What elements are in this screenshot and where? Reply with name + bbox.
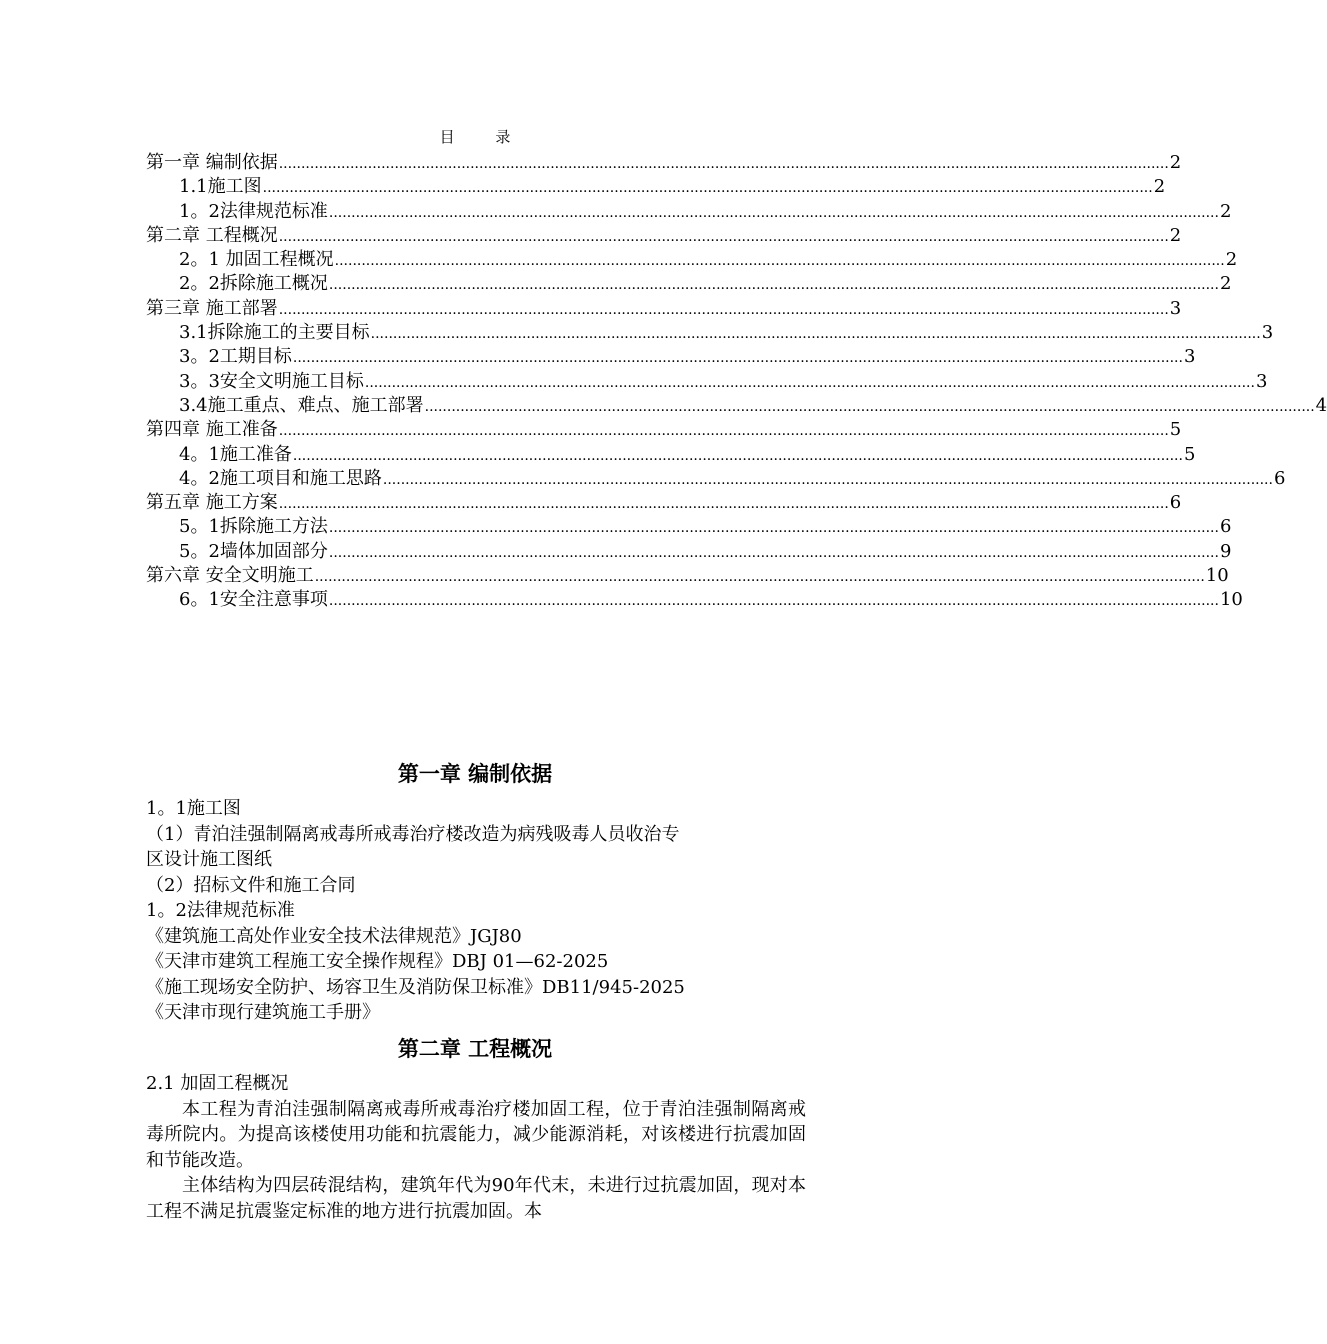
toc-entry[interactable] [146, 391, 1327, 416]
toc-leader-dots: ........................................................................................................................................................................................................ [278, 156, 1169, 172]
toc-entry-label: 3.4施工重点、难点、施工部署 [179, 394, 424, 416]
toc-leader-dots: ........................................................................................................................................................................................................ [364, 374, 1255, 391]
toc-entry-page: 5 [1169, 419, 1182, 441]
paragraph: 主体结构为四层砖混结构，建筑年代为90年代末，未进行过抗震加固，现对本工程不满足抗震鉴定标准的地方进行抗震加固。本 [146, 1175, 806, 1222]
toc-leader-dots: ........................................................................................................................................................................................................ [278, 496, 1169, 513]
body-line: 1。2法律规范标准 [146, 900, 295, 921]
body-line: 区设计施工图纸 [146, 849, 272, 870]
toc-entry[interactable] [146, 585, 1243, 611]
toc-entry-page: 5 [1183, 443, 1196, 465]
toc-leader-dots: ........................................................................................................................................................................................................ [328, 593, 1219, 610]
body-line: 1。1施工图 [146, 798, 241, 819]
toc-leader-dots: ........................................................................................................................................................................................................ [278, 228, 1169, 245]
body-line: 《建筑施工高处作业安全技术法律规范》JGJ80 [146, 925, 522, 947]
table-of-contents [146, 148, 1327, 611]
toc-entry-page: 6 [1169, 492, 1182, 514]
toc-entry-page: 3 [1169, 297, 1182, 319]
toc-entry-page: 3 [1261, 322, 1274, 344]
toc-entry-page: 4 [1315, 394, 1327, 416]
toc-entry-label: 5。1拆除施工方法 [179, 516, 328, 538]
toc-leader-dots: ........................................................................................................................................................................................................ [314, 569, 1205, 586]
chapter2-title: 第二章 工程概况 [397, 1037, 553, 1061]
toc-entry-label: 5。2墙体加固部分 [179, 540, 328, 562]
toc-entry-label: 1.1施工图 [179, 176, 262, 198]
toc-leader-dots: ........................................................................................................................................................................................................ [424, 398, 1315, 415]
toc-entry-label: 第一章 编制依据 [146, 152, 278, 173]
toc-entry[interactable] [146, 294, 1182, 319]
paragraph: 本工程为青泊洼强制隔离戒毒所戒毒治疗楼加固工程，位于青泊洼强制隔离戒毒所院内。为提高该楼使用功能和抗震能力，减少能源消耗，对该楼进行抗震加固和节能改造。 [146, 1098, 806, 1171]
toc-entry-page: 6 [1273, 467, 1286, 489]
toc-entry-page: 2 [1169, 152, 1182, 173]
toc-entry-label: 6。1安全注意事项 [179, 589, 328, 611]
toc-entry[interactable] [146, 512, 1232, 538]
body-line: 《天津市建筑工程施工安全操作规程》DBJ 01—62-2025 [146, 951, 609, 972]
toc-entry-page: 2 [1225, 249, 1238, 271]
toc-entry-page: 2 [1153, 176, 1166, 198]
chapter2-body [146, 1071, 806, 1224]
toc-entry-page: 2 [1219, 200, 1232, 222]
toc-entry-page: 2 [1169, 224, 1182, 246]
chapter1-body [146, 796, 806, 1026]
toc-entry-label: 4。2施工项目和施工思路 [179, 467, 382, 489]
toc-entry-label: 2。2拆除施工概况 [179, 273, 328, 295]
toc-entry-label: 第三章 施工部署 [146, 297, 278, 319]
body-line: 《天津市现行建筑施工手册》 [146, 1002, 380, 1023]
toc-entry-page: 3 [1183, 346, 1196, 368]
toc-entry-label: 3。2工期目标 [179, 346, 292, 368]
chapter1-title: 第一章 编制依据 [397, 762, 553, 786]
toc-entry[interactable] [146, 172, 1166, 198]
toc-entry-label: 1。2法律规范标准 [179, 200, 328, 222]
toc-entry-page: 10 [1219, 589, 1243, 611]
toc-entry[interactable] [146, 464, 1286, 489]
toc-entry-label: 第六章 安全文明施工 [146, 565, 314, 587]
toc-leader-dots: ........................................................................................................................................................................................................ [370, 326, 1261, 343]
toc-entry-page: 9 [1219, 540, 1232, 562]
toc-leader-dots: ........................................................................................................................................................................................................ [328, 204, 1219, 221]
toc-leader-dots: ........................................................................................................................................................................................................ [278, 423, 1169, 440]
toc-leader-dots: ........................................................................................................................................................................................................ [328, 520, 1219, 537]
toc-entry[interactable] [146, 561, 1229, 587]
toc-leader-dots: ........................................................................................................................................................................................................ [328, 544, 1219, 561]
section-heading: 2.1 加固工程概况 [146, 1073, 289, 1094]
toc-leader-dots: ........................................................................................................................................................................................................ [382, 471, 1273, 488]
body-line: 《施工现场安全防护、场容卫生及消防保卫标准》DB11/945-2025 [146, 976, 685, 998]
toc-entry-page: 3 [1255, 370, 1268, 392]
toc-entry-label: 第二章 工程概况 [146, 224, 278, 246]
toc-leader-dots: ........................................................................................................................................................................................................ [262, 180, 1153, 197]
toc-leader-dots: ........................................................................................................................................................................................................ [278, 301, 1169, 318]
toc-leader-dots: ........................................................................................................................................................................................................ [334, 253, 1225, 270]
toc-entry-page: 6 [1219, 516, 1232, 538]
toc-entry[interactable] [146, 197, 1232, 222]
toc-entry-page: 2 [1219, 273, 1232, 295]
toc-entry[interactable] [146, 269, 1232, 295]
body-line: （2）招标文件和施工合同 [146, 874, 356, 896]
toc-entry[interactable] [146, 415, 1182, 441]
toc-entry[interactable] [146, 440, 1196, 465]
toc-entry[interactable] [146, 367, 1268, 392]
toc-leader-dots: ........................................................................................................................................................................................................ [292, 447, 1183, 464]
toc-entry[interactable] [146, 318, 1274, 344]
toc-entry-label: 4。1施工准备 [179, 443, 292, 465]
toc-entry-label: 3.1拆除施工的主要目标 [179, 322, 370, 344]
toc-entry-label: 3。3安全文明施工目标 [179, 370, 364, 392]
toc-entry[interactable] [146, 488, 1182, 514]
toc-entry[interactable] [146, 245, 1238, 271]
toc-entry-label: 第五章 施工方案 [146, 492, 278, 514]
toc-title: 目 录 [439, 128, 529, 146]
body-line: （1）青泊洼强制隔离戒毒所戒毒治疗楼改造为病残吸毒人员收治专 [146, 823, 680, 845]
toc-entry-label: 第四章 施工准备 [146, 419, 278, 441]
toc-leader-dots: ........................................................................................................................................................................................................ [328, 277, 1219, 294]
toc-entry[interactable] [146, 148, 1182, 173]
toc-entry-page: 10 [1205, 565, 1229, 587]
toc-entry[interactable] [146, 537, 1232, 562]
toc-leader-dots: ........................................................................................................................................................................................................ [292, 350, 1183, 367]
toc-entry[interactable] [146, 342, 1196, 368]
toc-entry-label: 2。1 加固工程概况 [179, 249, 334, 271]
toc-entry[interactable] [146, 221, 1182, 246]
